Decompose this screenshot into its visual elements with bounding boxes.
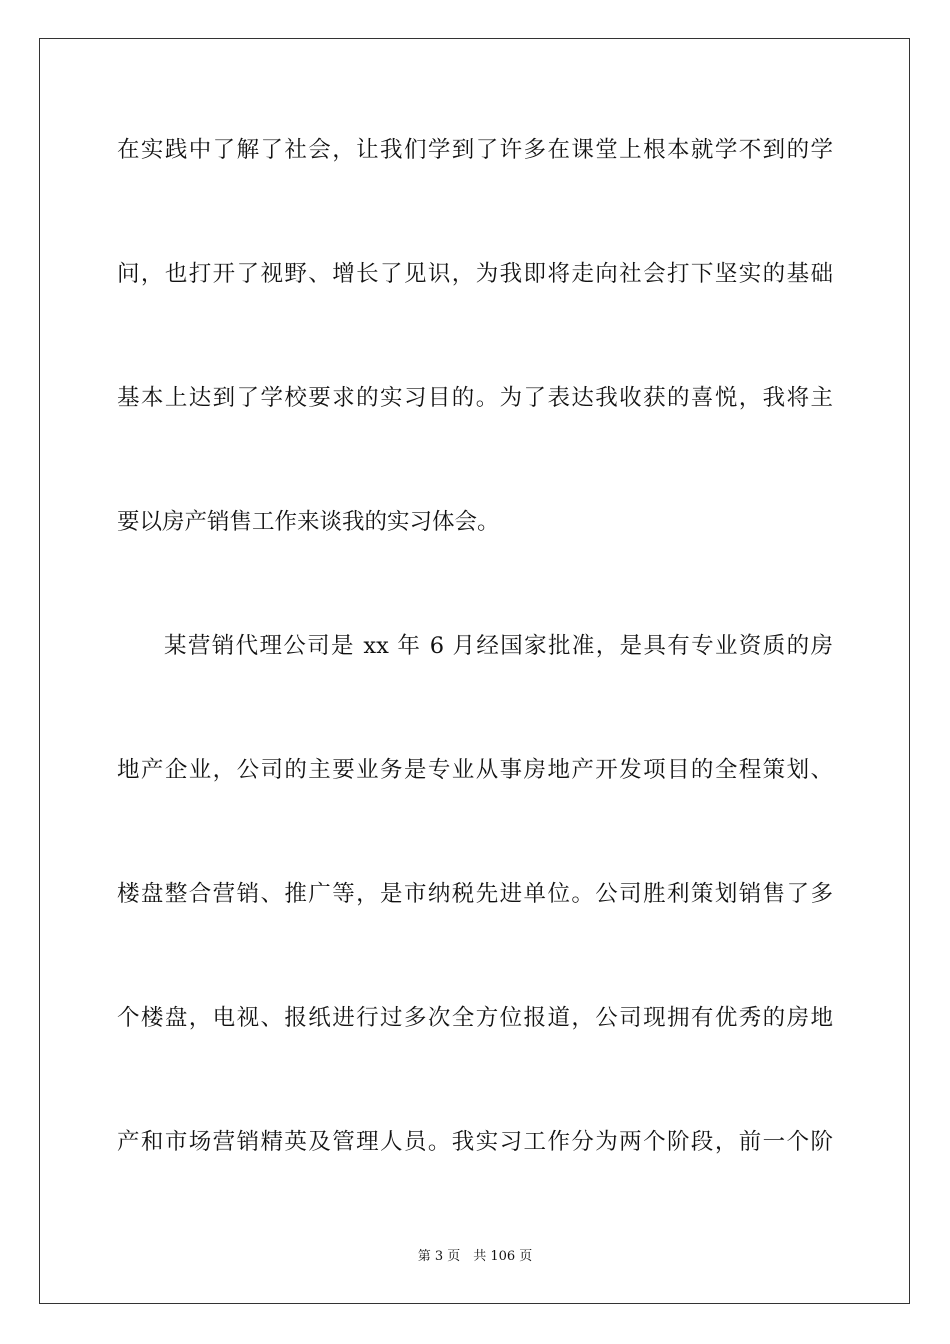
body-line-8: 个楼盘，电视、报纸进行过多次全方位报道，公司现拥有优秀的房地 [117,1005,833,1031]
body-line-1: 在实践中了解了社会，让我们学到了许多在课堂上根本就学不到的学 [117,137,833,163]
body-line-6: 地产企业，公司的主要业务是专业从事房地产开发项目的全程策划、 [117,757,833,783]
page-border [39,38,910,1304]
body-line-2: 问，也打开了视野、增长了见识，为我即将走向社会打下坚实的基础 [117,261,833,287]
body-line-3: 基本上达到了学校要求的实习目的。为了表达我收获的喜悦，我将主 [117,385,833,411]
body-line-7: 楼盘整合营销、推广等，是市纳税先进单位。公司胜利策划销售了多 [117,881,833,907]
page-number-footer: 第 3 页 共 106 页 [417,1249,533,1264]
body-line-9: 产和市场营销精英及管理人员。我实习工作分为两个阶段，前一个阶 [117,1129,833,1155]
body-line-4: 要以房产销售工作来谈我的实习体会。 [117,509,500,535]
body-line-5: 某营销代理公司是 xx 年 6 月经国家批准，是具有专业资质的房 [164,633,833,659]
